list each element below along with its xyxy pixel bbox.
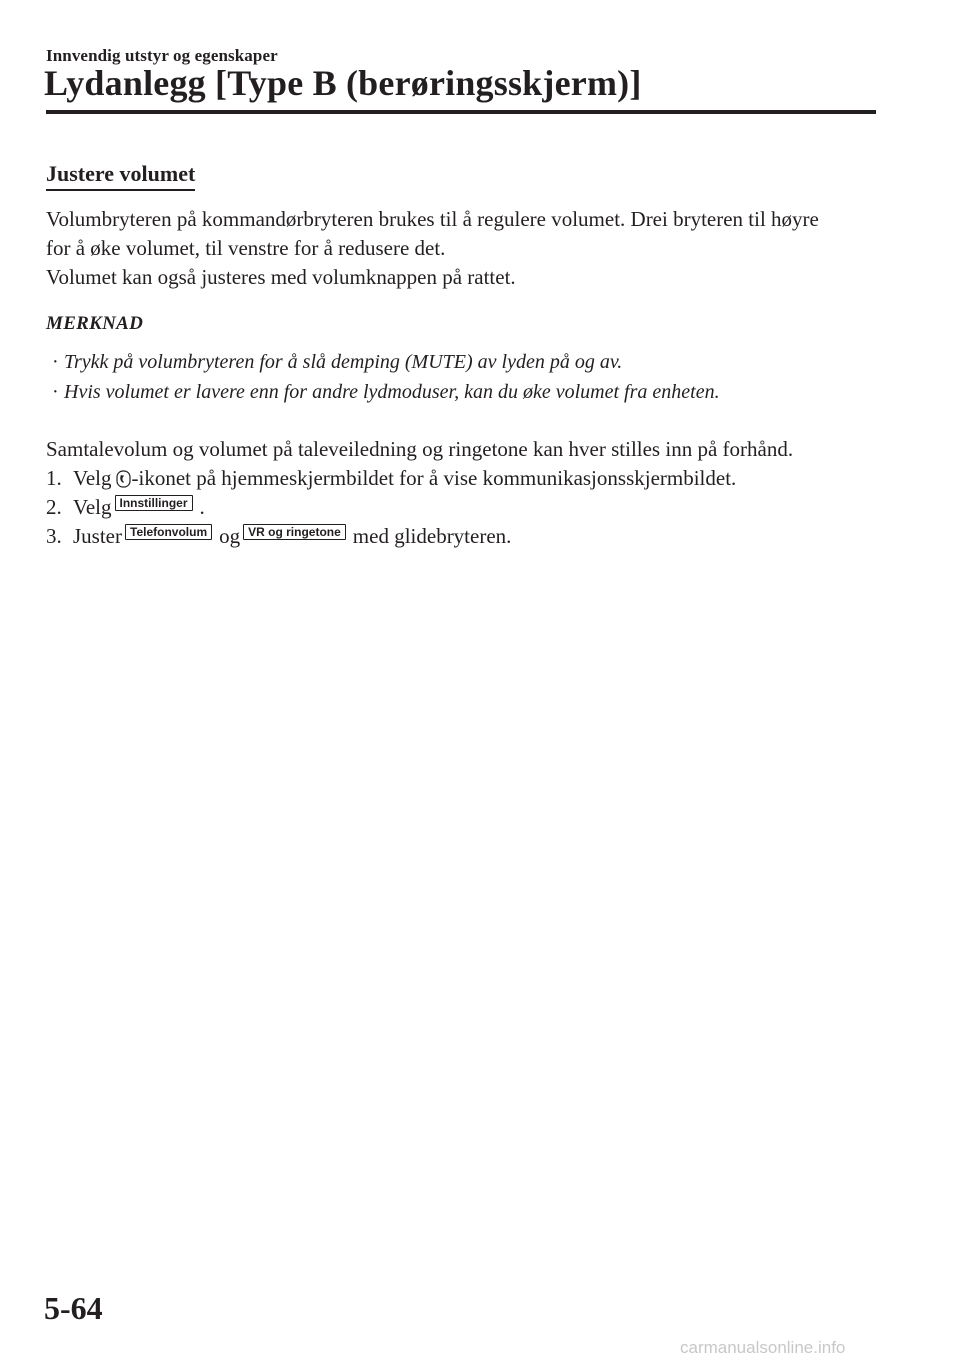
step-item	[46, 493, 886, 522]
step-text: .	[199, 495, 205, 519]
page-title: Lydanlegg [Type B (berøringsskjerm)]	[44, 63, 642, 103]
step-item	[46, 464, 886, 493]
bullet-dot: ·	[52, 381, 59, 403]
note-text: Trykk på volumbryteren for å slå demping (MUTE) av lyden på og av.	[64, 351, 623, 373]
watermark: carmanualsonline.info	[680, 1338, 846, 1357]
section-heading: Justere volumet	[46, 160, 195, 191]
step-number: 2.	[46, 495, 62, 519]
step-number: 1.	[46, 466, 62, 490]
step-text: Juster	[73, 524, 122, 548]
settings-paragraph: Samtalevolum og volumet på taleveiledning og ringetone kan hver stilles inn på forhånd.	[46, 437, 794, 461]
step-text: -ikonet på hjemmeskjermbildet for å vise kommunikasjonsskjermbildet.	[131, 466, 737, 490]
note-list	[46, 347, 886, 407]
step-text: med glidebryteren.	[352, 524, 512, 548]
step-item	[46, 522, 886, 551]
section-label: Innvendig utstyr og egenskaper	[46, 46, 278, 65]
step-number: 3.	[46, 524, 62, 548]
bullet-dot: ·	[52, 351, 59, 373]
phone-volume-button-label: Telefonvolum	[125, 524, 212, 540]
steps-list	[46, 464, 886, 551]
phone-icon	[116, 467, 131, 485]
vr-ringtone-button-label: VR og ringetone	[243, 524, 346, 540]
step-text: Velg	[73, 495, 112, 519]
intro-line: for å øke volumet, til venstre for å redusere det.	[46, 236, 446, 260]
intro-line: Volumet kan også justeres med volumknappen på rattet.	[46, 265, 516, 289]
step-text: og	[219, 524, 241, 548]
page-number: 5-64	[44, 1290, 103, 1326]
note-item	[46, 347, 886, 377]
step-text: Velg	[73, 466, 112, 490]
main-content	[46, 160, 886, 551]
intro-paragraph	[46, 205, 886, 292]
intro-line: Volumbryteren på kommandørbryteren brukes til å regulere volumet. Drei bryteren til høyre	[46, 207, 819, 231]
settings-button-label: Innstillinger	[115, 495, 193, 511]
header-divider	[46, 110, 876, 114]
note-text: Hvis volumet er lavere enn for andre lydmoduser, kan du øke volumet fra enheten.	[64, 381, 720, 403]
note-label: MERKNAD	[46, 313, 144, 334]
note-item	[46, 377, 886, 407]
